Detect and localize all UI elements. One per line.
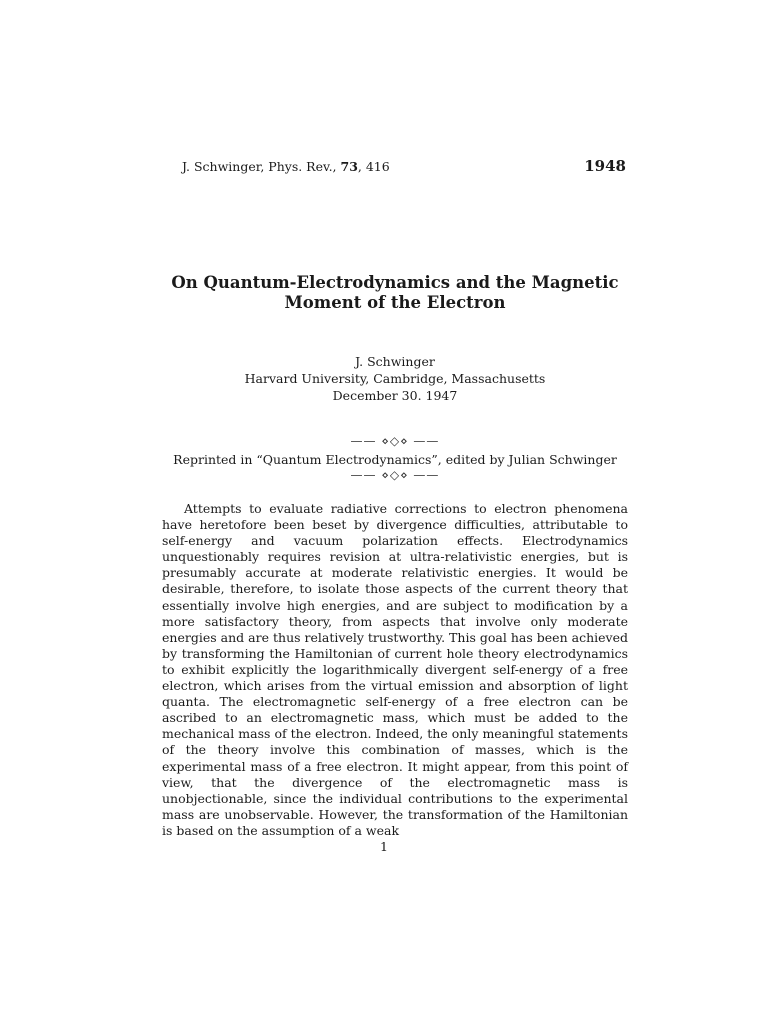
running-head	[182, 157, 626, 175]
citation-suffix: , 416	[357, 159, 390, 174]
author-block	[180, 353, 610, 404]
author-affiliation: Harvard University, Cambridge, Massachusetts	[244, 371, 546, 386]
paper-title	[140, 273, 650, 313]
citation-prefix: J. Schwinger, Phys. Rev.,	[182, 159, 341, 174]
author-name: J. Schwinger	[355, 354, 435, 369]
reprint-note: Reprinted in “Quantum Electrodynamics”, edited by Julian Schwinger	[173, 452, 617, 467]
publication-year: 1948	[584, 157, 626, 175]
title-line-1: On Quantum-Electrodynamics and the Magnetic	[171, 273, 619, 292]
page-number: 1	[380, 839, 388, 854]
citation-volume: 73	[340, 159, 358, 174]
ornament-divider-bottom: —— ⋄◇⋄ ——	[350, 468, 440, 482]
body-paragraph: Attempts to evaluate radiative corrections to electron phenomena have heretofore been beset by divergence difficulties, attributable to self-energy and vacuum polarization effects. Electrodynamics unquestionably requires revision at ultra-relativistic energies, but is presumably accurate at moderate relativistic energies. It would be desirable, therefore, to isolate those aspects of the current theory that essentially involve high energies, and are subject to modification by a more satisfactory theory, from aspects that involve only moderate energies and are thus relatively trustworthy. This goal has been achieved by transforming the Hamiltonian of current hole theory electrodynamics to exhibit explicitly the logarithmically divergent self-energy of a free electron, which arises from the virtual emission and absorption of light quanta. The electromagnetic self-energy of a free electron can be ascribed to an electromagnetic mass, which must be added to the mechanical mass of the electron. Indeed, the only meaningful statements of the theory involve this combination of masses, which is the experimental mass of a free electron. It might appear, from this point of view, that the divergence of the electromagnetic mass is unobjectionable, since the individual contributions to the experimental mass are unobservable. However, the transformation of the Hamiltonian is based on the assumption of a weak	[162, 501, 628, 838]
journal-citation	[182, 159, 390, 174]
submission-date: December 30. 1947	[332, 388, 458, 403]
ornament-divider-top: —— ⋄◇⋄ ——	[350, 434, 440, 448]
title-line-2: Moment of the Electron	[284, 293, 506, 312]
